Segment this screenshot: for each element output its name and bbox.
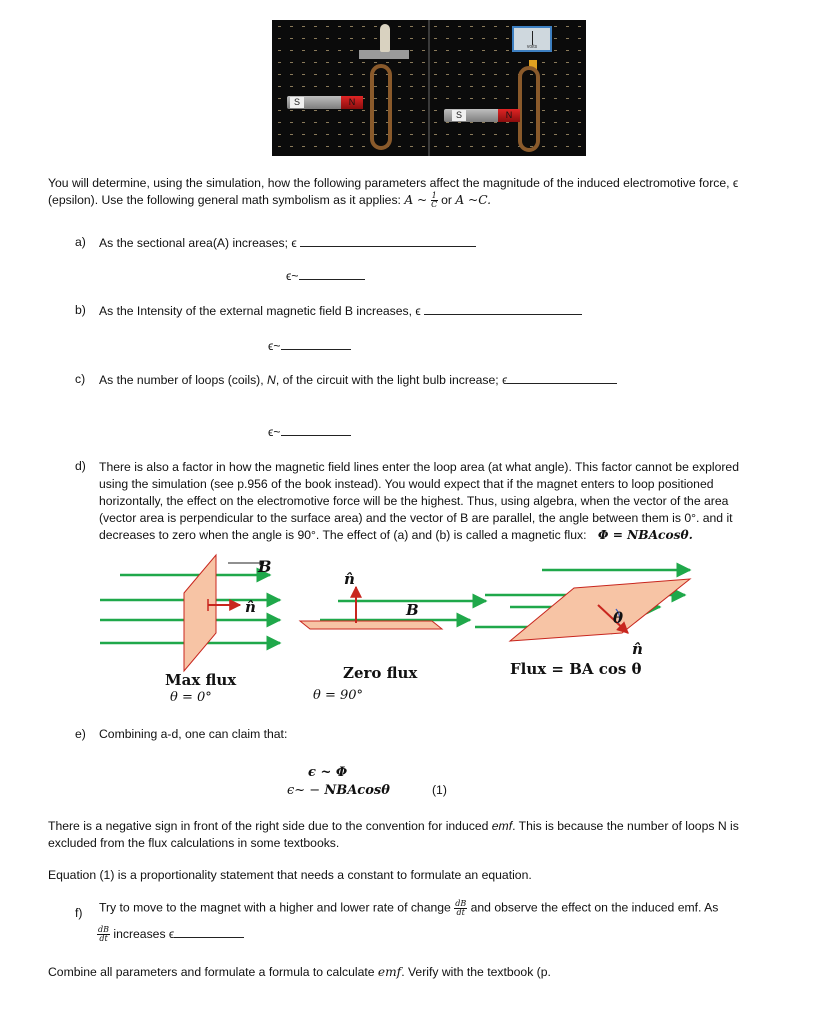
bar-magnet-right[interactable]: [444, 109, 520, 122]
item-f-label: f): [75, 906, 83, 920]
field-dot: [434, 98, 437, 99]
zero-flux-angle: θ = 90°: [313, 688, 364, 703]
item-f-line-2: $\frac{dB}{dt}$ increases ϵ: [97, 926, 244, 943]
simulation-screenshot: [272, 20, 586, 156]
field-dot: [566, 86, 569, 87]
field-dot: [410, 146, 413, 147]
voltmeter-icon: [512, 26, 552, 52]
panel-divider: [428, 20, 430, 156]
field-dot: [566, 62, 569, 63]
field-dot: [554, 74, 557, 75]
field-dot: [338, 38, 341, 39]
field-dot: [350, 122, 353, 123]
coil-left: [370, 64, 392, 150]
field-dot: [278, 98, 281, 99]
combine-instruction: Combine all parameters and formulate a formula to calculate emf. Verify with the textbook (p.: [48, 965, 551, 979]
field-dot: [446, 38, 449, 39]
field-dot: [290, 74, 293, 75]
field-dot: [578, 26, 581, 27]
field-dot: [446, 98, 449, 99]
field-dot: [278, 110, 281, 111]
field-dot: [494, 50, 497, 51]
field-dot: [290, 110, 293, 111]
field-dot: [434, 50, 437, 51]
field-dot: [278, 74, 281, 75]
magnet-north-label: N: [498, 109, 520, 122]
field-dot: [362, 62, 365, 63]
general-flux-panel: [475, 570, 690, 641]
field-dot: [398, 38, 401, 39]
field-dot: [578, 50, 581, 51]
zero-flux-b-label: B: [406, 601, 419, 619]
zero-flux-n-label: n̂: [344, 570, 355, 588]
field-dot: [506, 98, 509, 99]
field-dot: [434, 74, 437, 75]
field-dot: [482, 38, 485, 39]
field-dot: [278, 38, 281, 39]
field-dot: [410, 62, 413, 63]
field-dot: [410, 38, 413, 39]
field-dot: [326, 50, 329, 51]
field-dot: [422, 38, 425, 39]
field-dot: [566, 122, 569, 123]
field-dot: [302, 74, 305, 75]
field-dot: [314, 50, 317, 51]
field-dot: [350, 86, 353, 87]
flux-equation: Φ = NBAcosθ.: [597, 528, 693, 542]
field-dot: [482, 62, 485, 63]
field-dot: [326, 110, 329, 111]
field-dot: [470, 74, 473, 75]
field-dot: [350, 26, 353, 27]
field-dot: [482, 74, 485, 75]
field-dot: [278, 146, 281, 147]
field-dot: [422, 50, 425, 51]
field-dot: [458, 62, 461, 63]
field-dot: [302, 122, 305, 123]
field-dot: [566, 50, 569, 51]
equation-number: (1): [432, 783, 447, 797]
field-dot: [470, 50, 473, 51]
field-dot: [506, 62, 509, 63]
field-dot: [578, 62, 581, 63]
field-dot: [578, 134, 581, 135]
field-dot: [482, 98, 485, 99]
field-dot: [434, 110, 437, 111]
field-dot: [350, 146, 353, 147]
field-dot: [542, 110, 545, 111]
negative-sign-note: There is a negative sign in front of the right side due to the convention for induced emf. This is because the number of loops N is excluded from the flux calculations in some textbooks.: [48, 819, 739, 850]
field-dot: [542, 62, 545, 63]
field-dot: [482, 50, 485, 51]
field-dot: [554, 146, 557, 147]
field-dot: [566, 98, 569, 99]
max-flux-n-label: n̂: [245, 598, 256, 616]
field-dot: [554, 134, 557, 135]
item-a: [99, 235, 659, 250]
field-dot: [326, 122, 329, 123]
field-dot: [326, 86, 329, 87]
field-dot: [290, 38, 293, 39]
field-dot: [374, 62, 377, 63]
field-dot: [314, 38, 317, 39]
field-dot: [350, 62, 353, 63]
field-dot: [470, 62, 473, 63]
field-dot: [494, 38, 497, 39]
item-c: As the number of loops (coils), N, of the circuit with the light bulb increase; ϵ: [99, 372, 749, 387]
field-dot: [290, 26, 293, 27]
field-dot: [422, 62, 425, 63]
field-dot: [494, 134, 497, 135]
field-dot: [494, 98, 497, 99]
item-e-label: e): [75, 727, 86, 741]
item-f: Try to move to the magnet with a higher and lower rate of change $\frac{dB}{dt}$ and observe the effect on the induced emf. As: [99, 899, 719, 917]
field-dot: [410, 134, 413, 135]
field-dot: [446, 74, 449, 75]
field-dot: [458, 134, 461, 135]
field-dot: [554, 38, 557, 39]
field-dot: [374, 38, 377, 39]
field-dot: [458, 146, 461, 147]
field-dot: [362, 74, 365, 75]
field-dot: [350, 50, 353, 51]
field-dot: [398, 110, 401, 111]
field-dot: [446, 134, 449, 135]
field-dot: [290, 146, 293, 147]
item-c-proportion: ϵ~: [268, 424, 351, 439]
field-dot: [542, 134, 545, 135]
field-dot: [350, 38, 353, 39]
field-dot: [494, 146, 497, 147]
field-dot: [362, 146, 365, 147]
field-dot: [458, 74, 461, 75]
field-dot: [494, 62, 497, 63]
answer-blank-f[interactable]: [174, 926, 244, 938]
field-dot: [482, 134, 485, 135]
field-dot: [578, 38, 581, 39]
loop-area-plate: [184, 555, 216, 671]
field-dot: [446, 122, 449, 123]
field-dot: [398, 62, 401, 63]
proportionality-note: Equation (1) is a proportionality statement that needs a constant to formulate an equation.: [48, 868, 532, 882]
field-dot: [554, 110, 557, 111]
field-dot: [446, 62, 449, 63]
item-a-label: a): [75, 235, 86, 249]
field-dot: [398, 86, 401, 87]
field-dot: [398, 122, 401, 123]
one-over-c-fraction: $\frac{1}{C}$: [431, 191, 438, 210]
field-dot: [422, 110, 425, 111]
field-dot: [566, 110, 569, 111]
field-dot: [338, 86, 341, 87]
field-dot: [314, 86, 317, 87]
magnet-north-label: N: [341, 96, 363, 109]
field-dot: [326, 74, 329, 75]
field-dot: [362, 26, 365, 27]
field-dot: [578, 122, 581, 123]
field-dot: [302, 110, 305, 111]
field-dot: [554, 86, 557, 87]
field-dot: [278, 50, 281, 51]
field-dot: [566, 74, 569, 75]
field-dot: [290, 86, 293, 87]
field-dot: [338, 122, 341, 123]
field-dot: [578, 86, 581, 87]
field-dot: [470, 98, 473, 99]
loop-area-plate: [510, 579, 690, 641]
field-dot: [494, 122, 497, 123]
item-b-proportion: ϵ~: [268, 338, 351, 353]
magnet-south-label: S: [290, 97, 304, 108]
field-dot: [458, 26, 461, 27]
field-dot: [410, 26, 413, 27]
field-dot: [338, 62, 341, 63]
field-dot: [362, 110, 365, 111]
field-dot: [554, 122, 557, 123]
field-dot: [482, 146, 485, 147]
answer-blank-c[interactable]: [507, 372, 617, 384]
field-dot: [434, 146, 437, 147]
max-flux-title: Max flux: [165, 671, 237, 689]
field-dot: [506, 86, 509, 87]
field-dot: [302, 38, 305, 39]
field-dot: [314, 122, 317, 123]
answer-blank-b-prop[interactable]: [281, 338, 351, 350]
field-dot: [482, 86, 485, 87]
field-dot: [374, 26, 377, 27]
general-flux-formula: Flux = BA cos θ: [510, 660, 642, 678]
field-dot: [362, 122, 365, 123]
field-dot: [506, 38, 509, 39]
field-dot: [350, 134, 353, 135]
field-dot: [542, 146, 545, 147]
field-dot: [446, 86, 449, 87]
max-flux-angle: θ = 0°: [170, 690, 212, 705]
field-dot: [434, 38, 437, 39]
answer-blank-b[interactable]: [424, 303, 582, 315]
field-dot: [350, 74, 353, 75]
field-dot: [398, 98, 401, 99]
db-dt-fraction: $\frac{dB}{dt}$: [98, 925, 109, 944]
field-dot: [566, 26, 569, 27]
field-dot: [494, 86, 497, 87]
field-dot: [314, 146, 317, 147]
field-dot: [446, 50, 449, 51]
field-dot: [338, 74, 341, 75]
field-dot: [494, 26, 497, 27]
field-dot: [326, 134, 329, 135]
field-dot: [422, 26, 425, 27]
field-dot: [578, 110, 581, 111]
item-a-proportion: ϵ~: [286, 268, 365, 283]
field-dot: [398, 74, 401, 75]
field-dot: [302, 146, 305, 147]
field-dot: [458, 86, 461, 87]
field-dot: [302, 50, 305, 51]
db-dt-fraction: $\frac{dB}{dt}$: [455, 899, 467, 917]
field-dot: [326, 146, 329, 147]
field-dot: [302, 62, 305, 63]
item-a-text: As the sectional area(A) increases; ϵ: [99, 236, 297, 250]
item-b: [99, 303, 699, 318]
field-dot: [494, 74, 497, 75]
field-dot: [278, 134, 281, 135]
field-dot: [554, 98, 557, 99]
field-dot: [422, 134, 425, 135]
zero-flux-title: Zero flux: [343, 664, 418, 682]
field-dot: [410, 122, 413, 123]
field-dot: [278, 26, 281, 27]
field-dot: [506, 50, 509, 51]
field-dot: [302, 26, 305, 27]
field-dot: [566, 146, 569, 147]
answer-blank-a-prop[interactable]: [299, 268, 365, 280]
zero-flux-panel: [300, 587, 486, 629]
field-dot: [362, 38, 365, 39]
item-e-text: Combining a-d, one can claim that:: [99, 727, 288, 741]
field-dot: [338, 146, 341, 147]
field-dot: [326, 38, 329, 39]
field-dot: [578, 146, 581, 147]
intro-line-2: (epsilon). Use the following general math symbolism as it applies: A ~ $\frac{1}{C}$ or A ~C.: [48, 191, 491, 210]
bulb-icon: [380, 24, 390, 52]
field-dot: [542, 98, 545, 99]
field-dot: [542, 86, 545, 87]
field-dot: [578, 74, 581, 75]
field-dot: [434, 134, 437, 135]
field-dot: [566, 38, 569, 39]
intro-line-1: You will determine, using the simulation, how the following parameters affect the magnitude of the induced electromotive force, ϵ: [48, 176, 739, 190]
equation-epsilon-flux: ϵ ~ Φ: [308, 765, 348, 780]
general-theta-label: θ: [613, 609, 624, 627]
field-dot: [338, 134, 341, 135]
voltmeter-label: volts: [526, 44, 538, 50]
field-dot: [554, 26, 557, 27]
field-dot: [434, 86, 437, 87]
field-dot: [422, 122, 425, 123]
field-dot: [386, 62, 389, 63]
field-dot: [422, 74, 425, 75]
field-dot: [314, 62, 317, 63]
field-dot: [350, 110, 353, 111]
field-dot: [542, 74, 545, 75]
field-dot: [314, 74, 317, 75]
field-dot: [302, 134, 305, 135]
field-dot: [410, 110, 413, 111]
field-dot: [422, 98, 425, 99]
field-dot: [314, 110, 317, 111]
field-dot: [434, 62, 437, 63]
field-dot: [566, 134, 569, 135]
field-dot: [470, 122, 473, 123]
field-dot: [314, 26, 317, 27]
item-d-label: d): [75, 459, 86, 473]
field-dot: [434, 122, 437, 123]
field-dot: [554, 62, 557, 63]
field-dot: [554, 50, 557, 51]
field-dot: [410, 98, 413, 99]
equation-1: ϵ~ − NBAcosθ: [287, 783, 390, 798]
item-b-text: As the Intensity of the external magnetic field B increases, ϵ: [99, 304, 421, 318]
field-dot: [434, 26, 437, 27]
field-dot: [362, 134, 365, 135]
field-dot: [362, 86, 365, 87]
field-dot: [458, 98, 461, 99]
field-dot: [446, 146, 449, 147]
field-dot: [458, 50, 461, 51]
field-dot: [410, 74, 413, 75]
field-dot: [458, 122, 461, 123]
field-dot: [278, 86, 281, 87]
field-dot: [482, 122, 485, 123]
answer-blank-c-prop[interactable]: [281, 424, 351, 436]
field-dot: [506, 74, 509, 75]
field-dot: [278, 62, 281, 63]
field-dot: [470, 146, 473, 147]
item-c-label: c): [75, 372, 86, 386]
magnet-south-label: S: [452, 110, 466, 121]
field-dot: [398, 146, 401, 147]
max-flux-b-label: B: [258, 557, 272, 576]
field-dot: [470, 38, 473, 39]
field-dot: [470, 26, 473, 27]
coil-right: [518, 66, 540, 152]
field-dot: [506, 122, 509, 123]
field-dot: [290, 62, 293, 63]
field-dot: [314, 134, 317, 135]
field-dot: [326, 26, 329, 27]
field-dot: [410, 86, 413, 87]
field-dot: [410, 50, 413, 51]
intro-paragraph: [48, 175, 818, 209]
field-dot: [458, 38, 461, 39]
field-dot: [290, 134, 293, 135]
field-dot: [578, 98, 581, 99]
field-dot: [422, 86, 425, 87]
field-dot: [326, 62, 329, 63]
field-dot: [422, 146, 425, 147]
field-dot: [338, 26, 341, 27]
answer-blank-a[interactable]: [300, 235, 476, 247]
field-dot: [398, 26, 401, 27]
field-dot: [398, 134, 401, 135]
field-dot: [506, 134, 509, 135]
field-dot: [302, 86, 305, 87]
bar-magnet-left[interactable]: [287, 96, 363, 109]
field-dot: [338, 50, 341, 51]
field-dot: [290, 50, 293, 51]
field-dot: [278, 122, 281, 123]
field-dot: [518, 62, 521, 63]
item-d: There is also a factor in how the magnetic field lines enter the loop area (at what angle). This factor cannot be explored using the simulation (see p.956 of the book instead). You would expect that if the magnet enters to loop positioned horizontally, the effect on the electromotive force will be the highest. Thus, using algebra, when the vector of the area (vector area is perpendicular to the surface area) and the vector of B are parallel, the angle between them is 0°. and it decreases to zero when the angle is 90°. The effect of (a) and (b) is called a magnetic flux: Φ = NBAcosθ.: [99, 460, 739, 542]
field-dot: [446, 26, 449, 27]
general-n-label: n̂: [632, 640, 643, 658]
loop-area-plate: [300, 621, 442, 629]
field-dot: [542, 122, 545, 123]
field-dot: [506, 26, 509, 27]
field-dot: [290, 122, 293, 123]
field-dot: [470, 86, 473, 87]
field-dot: [482, 26, 485, 27]
field-dot: [470, 134, 473, 135]
field-dot: [338, 110, 341, 111]
field-dot: [506, 146, 509, 147]
item-b-label: b): [75, 303, 86, 317]
